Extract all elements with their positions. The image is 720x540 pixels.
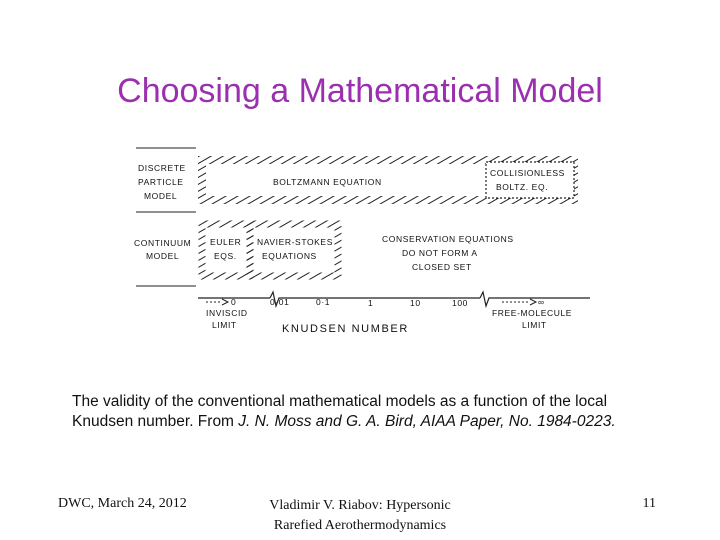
svg-text:EULER: EULER [210,237,242,247]
footer-author [230,496,490,536]
conservation-note [382,234,514,272]
svg-text:DO NOT FORM A: DO NOT FORM A [402,248,478,258]
knudsen-diagram [130,140,590,340]
discrete-model-label [138,163,186,201]
continuum-model-label [134,238,191,261]
caption-line-2 [72,412,672,432]
footer-author-line-2: Rarefied Aerothermodynamics [273,518,447,533]
svg-text:LIMIT: LIMIT [522,320,547,330]
inviscid-limit-label [206,308,248,330]
caption-citation: J. N. Moss and G. A. Bird, AIAA Paper, No. 1984-0223. [238,413,616,430]
tick-label: 0·01 [270,297,290,307]
knudsen-diagram-svg [130,140,590,340]
navier-stokes-box [250,224,338,276]
page-number: 11 [642,496,656,511]
svg-text:INVISCID: INVISCID [206,308,248,318]
axis-label: KNUDSEN NUMBER [282,323,409,335]
svg-text:EQUATIONS: EQUATIONS [262,251,317,261]
caption-text: Knudsen number. From [72,413,239,430]
svg-text:PARTICLE: PARTICLE [138,177,184,187]
free-molecule-limit-label [492,308,572,330]
svg-text:FREE-MOLECULE: FREE-MOLECULE [492,308,573,318]
caption-line-1: The validity of the conventional mathematical models as a function of the local [72,393,608,410]
svg-text:DISCRETE: DISCRETE [138,163,186,173]
collisionless-box [486,162,574,198]
svg-text:MODEL: MODEL [144,191,178,201]
tick-label: 0 [231,297,237,307]
knudsen-axis [198,292,590,306]
svg-text:BOLTZ. EQ.: BOLTZ. EQ. [496,182,549,192]
svg-text:CONSERVATION EQUATIONS: CONSERVATION EQUATIONS [382,234,514,244]
svg-text:MODEL: MODEL [146,251,180,261]
tick-label: 1 [368,298,374,308]
svg-text:COLLISIONLESS: COLLISIONLESS [490,168,565,178]
euler-box [202,224,250,276]
svg-text:LIMIT: LIMIT [212,320,237,330]
slide-title: Choosing a Mathematical Model [117,72,603,110]
svg-text:NAVIER-STOKES: NAVIER-STOKES [257,237,333,247]
tick-label: ∞ [538,297,545,307]
figure-caption [72,392,672,432]
footer-author-line-1: Vladimir V. Riabov: Hypersonic [269,498,451,513]
tick-label: 0·1 [316,297,331,307]
boltzmann-label: BOLTZMANN EQUATION [273,177,382,187]
footer-date: DWC, March 24, 2012 [58,496,187,511]
svg-text:EQS.: EQS. [214,251,237,261]
svg-text:CLOSED SET: CLOSED SET [412,262,472,272]
svg-text:CONTINUUM: CONTINUUM [134,238,192,248]
tick-label: 10 [410,298,421,308]
tick-label: 100 [452,298,468,308]
